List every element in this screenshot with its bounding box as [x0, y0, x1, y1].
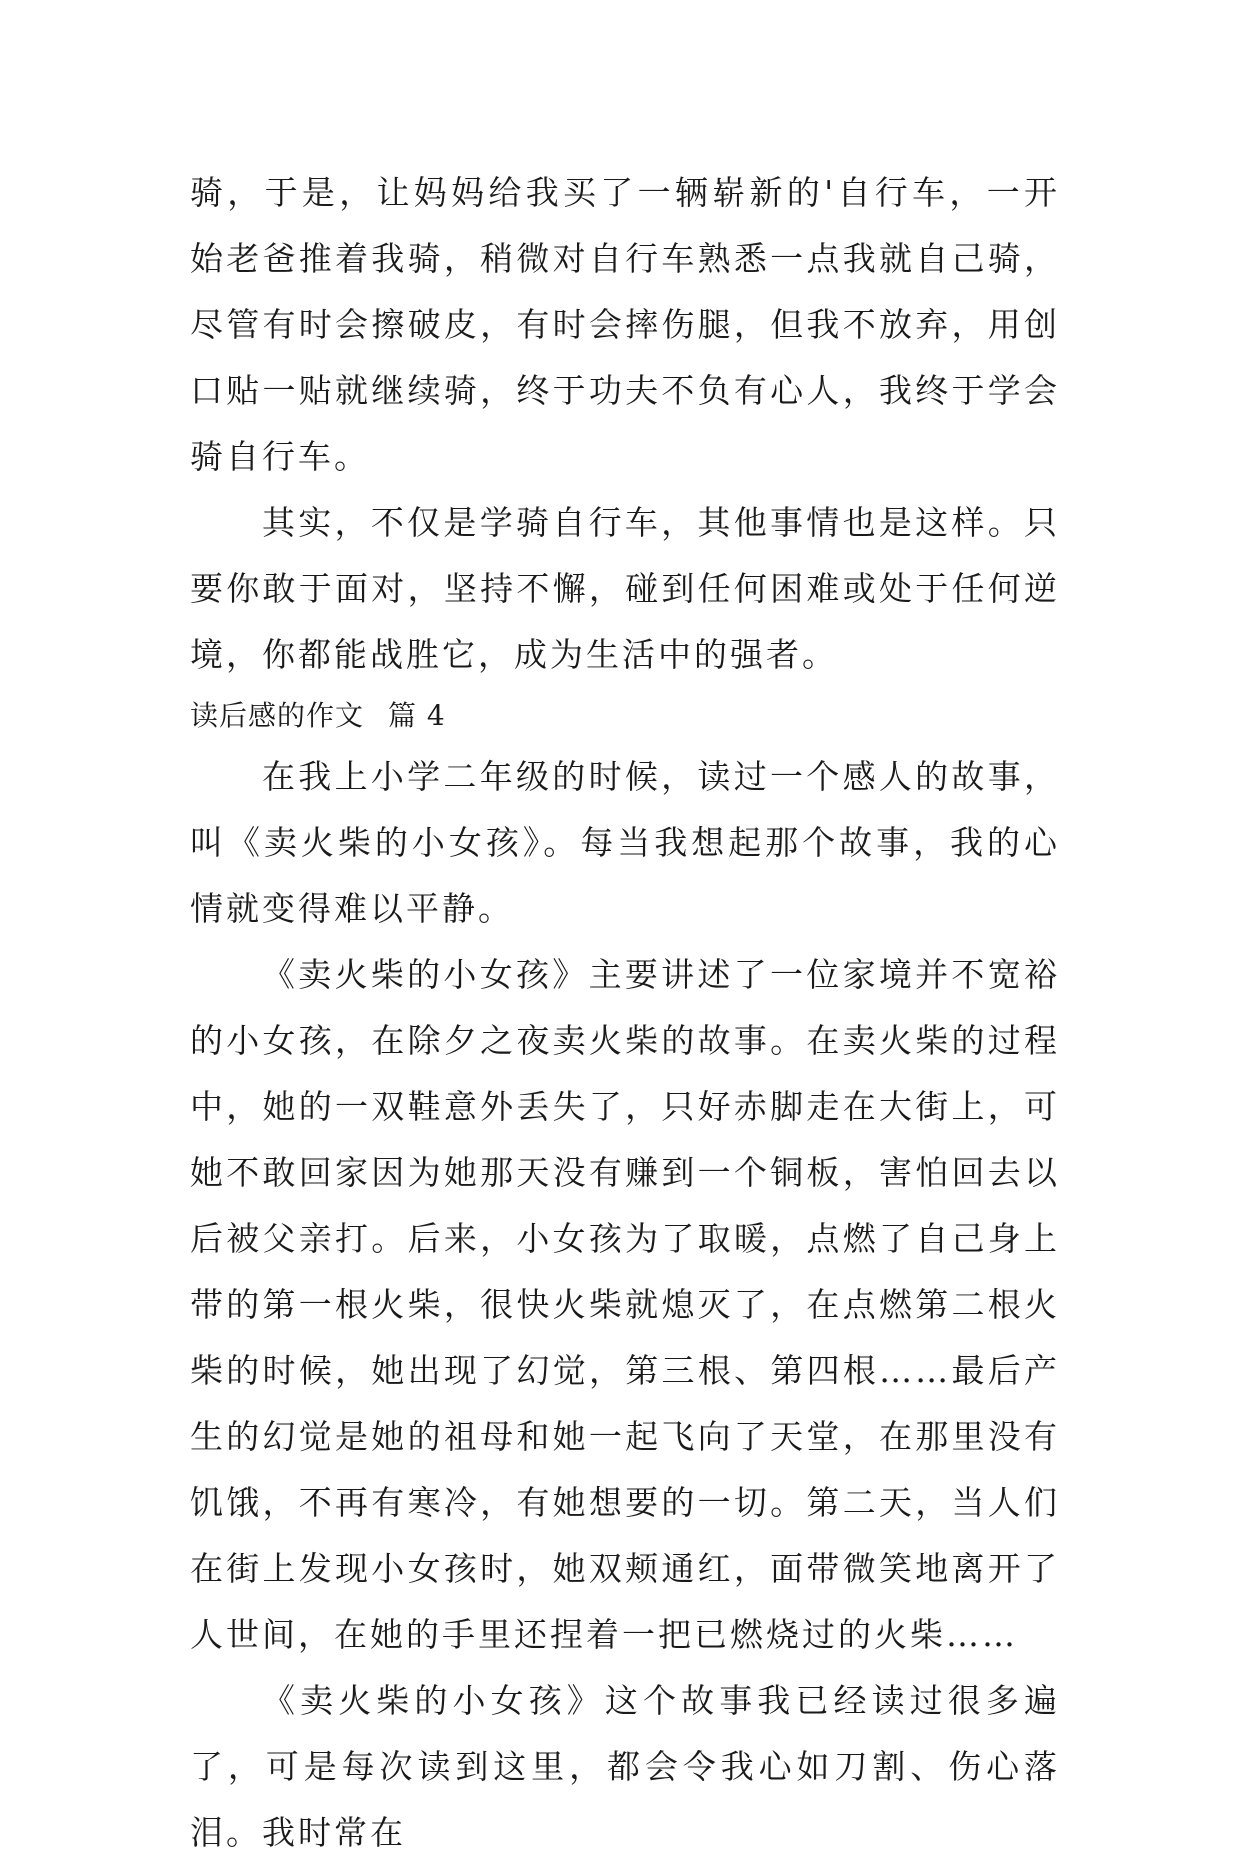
document-body — [190, 160, 1060, 1866]
section-heading — [190, 688, 1060, 744]
body-paragraph: 骑，于是，让妈妈给我买了一辆崭新的'自行车，一开始老爸推着我骑，稍微对自行车熟悉一点我就自己骑，尽管有时会擦破皮，有时会摔伤腿，但我不放弃，用创口贴一贴就继续骑，终于功夫不负有心人，我终于学会骑自行车。 — [190, 173, 1060, 476]
section-heading-title: 读后感的作文 — [190, 699, 365, 732]
body-paragraph: 《卖火柴的小女孩》主要讲述了一位家境并不宽裕的小女孩，在除夕之夜卖火柴的故事。在卖火柴的过程中，她的一双鞋意外丢失了，只好赤脚走在大街上，可她不敢回家因为她那天没有赚到一个铜板，害怕回去以后被父亲打。后来，小女孩为了取暖，点燃了自己身上带的第一根火柴，很快火柴就熄灭了，在点燃第二根火柴的时候，她出现了幻觉，第三根、第四根……最后产生的幻觉是她的祖母和她一起飞向了天堂，在那里没有饥饿，不再有寒冷，有她想要的一切。第二天，当人们在街上发现小女孩时，她双颊通红，面带微笑地离开了人世间，在她的手里还捏着一把已燃烧过的火柴…… — [190, 955, 1060, 1654]
body-paragraph: 其实，不仅是学骑自行车，其他事情也是这样。只要你敢于面对，坚持不懈，碰到任何困难或处于任何逆境，你都能战胜它，成为生活中的强者。 — [190, 503, 1060, 674]
body-paragraph: 《卖火柴的小女孩》这个故事我已经读过很多遍了，可是每次读到这里，都会令我心如刀割、伤心落泪。我时常在 — [190, 1681, 1060, 1852]
section-heading-label: 篇 4 — [388, 699, 446, 732]
body-paragraph: 在我上小学二年级的时候，读过一个感人的故事，叫《卖火柴的小女孩》。每当我想起那个故事，我的心情就变得难以平静。 — [190, 757, 1060, 928]
